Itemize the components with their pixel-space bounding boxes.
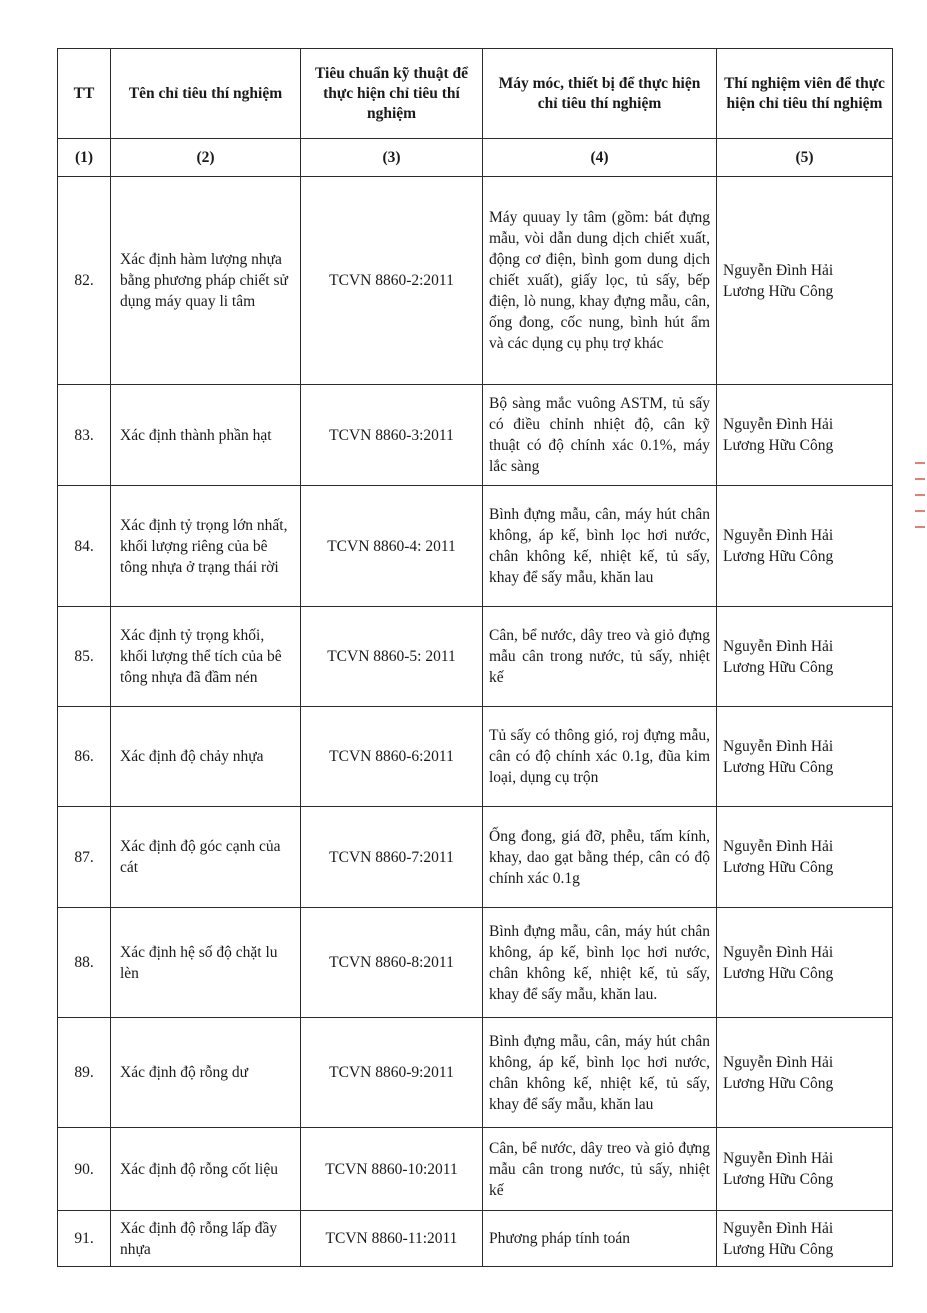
equipment-list: Bình đựng mẫu, cân, máy hút chân không, áp kế, bình lọc hơi nước, chân không kế, nhiệt kế, tủ sấy, khay để sấy mẫu, khăn lau. [483,908,717,1018]
staff-name: Lương Hữu Công [723,548,834,565]
col-number-3: (3) [301,139,483,177]
staff-name: Nguyễn Đình Hải [723,637,834,655]
staff-name: Lương Hữu Công [723,1074,834,1092]
standard-code: TCVN 8860-7:2011 [301,807,483,908]
row-number: 88. [58,908,111,1018]
staff-name: Lương Hữu Công [723,1240,834,1258]
equipment-list: Bộ sàng mắc vuông ASTM, tủ sấy có điều chỉnh nhiệt độ, cân kỹ thuật có độ chính xác 0.1%, máy lắc sàng [483,385,717,486]
staff-name: Lương Hữu Công [723,658,834,676]
staff-cell [717,1128,893,1211]
staff-name: Nguyễn Đình Hải [723,527,834,544]
staff-cell [717,807,893,908]
staff-name: Nguyễn Đình Hải [723,416,834,433]
red-stamp-edge [915,448,927,608]
header-test-name: Tên chỉ tiêu thí nghiệm [111,49,301,139]
row-number: 83. [58,385,111,486]
header-standard: Tiêu chuẩn kỹ thuật để thực hiện chỉ tiêu thí nghiệm [301,49,483,139]
table-row [58,1128,893,1211]
staff-cell [717,1018,893,1128]
row-number: 86. [58,707,111,807]
test-name: Xác định hệ số độ chặt lu lèn [111,908,301,1018]
row-number: 89. [58,1018,111,1128]
staff-cell [717,908,893,1018]
test-name: Xác định hàm lượng nhựa bằng phương pháp chiết sử dụng máy quay li tâm [111,177,301,385]
table-row [58,908,893,1018]
staff-cell [717,177,893,385]
test-indicator-table [57,48,893,1267]
col-number-1: (1) [58,139,111,177]
standard-code: TCVN 8860-8:2011 [301,908,483,1018]
equipment-list: Cân, bể nước, dây treo và giỏ đựng mẫu cân trong nước, tủ sấy, nhiệt kế [483,1128,717,1211]
row-number: 90. [58,1128,111,1211]
staff-name: Nguyễn Đình Hải [723,737,834,755]
table-row [58,1211,893,1267]
row-number: 91. [58,1211,111,1267]
staff-name: Lương Hữu Công [723,964,834,982]
table-row [58,486,893,607]
staff-name: Nguyễn Đình Hải [723,261,834,279]
header-row [58,49,893,139]
standard-code: TCVN 8860-2:2011 [301,177,483,385]
staff-name: Lương Hữu Công [723,1171,834,1188]
staff-name: Lương Hữu Công [723,437,834,454]
staff-name: Nguyễn Đình Hải [723,1219,834,1237]
staff-cell [717,1211,893,1267]
header-equipment: Máy móc, thiết bị để thực hiện chỉ tiêu thí nghiệm [483,49,717,139]
table-row [58,707,893,807]
table-row [58,607,893,707]
standard-code: TCVN 8860-9:2011 [301,1018,483,1128]
equipment-list: Phương pháp tính toán [483,1211,717,1267]
header-staff: Thí nghiệm viên để thực hiện chỉ tiêu thí nghiệm [717,49,893,139]
staff-name: Lương Hữu Công [723,758,834,776]
table-row [58,385,893,486]
standard-code: TCVN 8860-6:2011 [301,707,483,807]
equipment-list: Bình đựng mẫu, cân, máy hút chân không, áp kế, bình lọc hơi nước, chân không kế, nhiệt kế, tủ sấy, khay để sấy mẫu, khăn lau [483,1018,717,1128]
table-row [58,177,893,385]
standard-code: TCVN 8860-3:2011 [301,385,483,486]
test-name: Xác định tỷ trọng khối, khối lượng thể tích của bê tông nhựa đã đầm nén [111,607,301,707]
test-name: Xác định thành phần hạt [111,385,301,486]
row-number: 84. [58,486,111,607]
staff-cell [717,707,893,807]
col-number-4: (4) [483,139,717,177]
equipment-list: Bình đựng mẫu, cân, máy hút chân không, áp kế, bình lọc hơi nước, chân không kế, nhiệt kế, tủ sấy, khay để sấy mẫu, khăn lau [483,486,717,607]
header-tt: TT [58,49,111,139]
equipment-list: Ống đong, giá đỡ, phễu, tấm kính, khay, dao gạt bằng thép, cân có độ chính xác 0.1g [483,807,717,908]
test-name: Xác định độ góc cạnh của cát [111,807,301,908]
test-name: Xác định tỷ trọng lớn nhất, khối lượng riêng của bê tông nhựa ở trạng thái rời [111,486,301,607]
staff-name: Lương Hữu Công [723,859,834,876]
standard-code: TCVN 8860-11:2011 [301,1211,483,1267]
test-name: Xác định độ rỗng lấp đầy nhựa [111,1211,301,1267]
standard-code: TCVN 8860-10:2011 [301,1128,483,1211]
test-name: Xác định độ rỗng cốt liệu [111,1128,301,1211]
column-number-row [58,139,893,177]
row-number: 87. [58,807,111,908]
col-number-5: (5) [717,139,893,177]
table-row [58,807,893,908]
staff-cell [717,486,893,607]
table-row [58,1018,893,1128]
equipment-list: Cân, bể nước, dây treo và giỏ đựng mẫu cân trong nước, tủ sấy, nhiệt kế [483,607,717,707]
col-number-2: (2) [111,139,301,177]
standard-code: TCVN 8860-5: 2011 [301,607,483,707]
staff-cell [717,385,893,486]
staff-name: Lương Hữu Công [723,282,834,300]
standard-code: TCVN 8860-4: 2011 [301,486,483,607]
staff-name: Nguyễn Đình Hải [723,943,834,961]
row-number: 82. [58,177,111,385]
row-number: 85. [58,607,111,707]
staff-name: Nguyễn Đình Hải [723,1053,834,1071]
equipment-list: Máy quuay ly tâm (gồm: bát đựng mẫu, vòi dẫn dung dịch chiết xuất, động cơ điện, bình gom dung dịch chiết xuất), giấy lọc, tủ sấy, bếp điện, lò nung, khay đựng mẫu, cân, ống đong, cốc nung, bình hút ẩm và các dụng cụ phụ trợ khác [483,177,717,385]
test-name: Xác định độ chảy nhựa [111,707,301,807]
staff-cell [717,607,893,707]
equipment-list: Tủ sấy có thông gió, roj đựng mẫu, cân có độ chính xác 0.1g, đũa kim loại, dụng cụ trộn [483,707,717,807]
test-name: Xác định độ rỗng dư [111,1018,301,1128]
staff-name: Nguyễn Đình Hải [723,838,834,855]
staff-name: Nguyễn Đình Hải [723,1150,834,1167]
